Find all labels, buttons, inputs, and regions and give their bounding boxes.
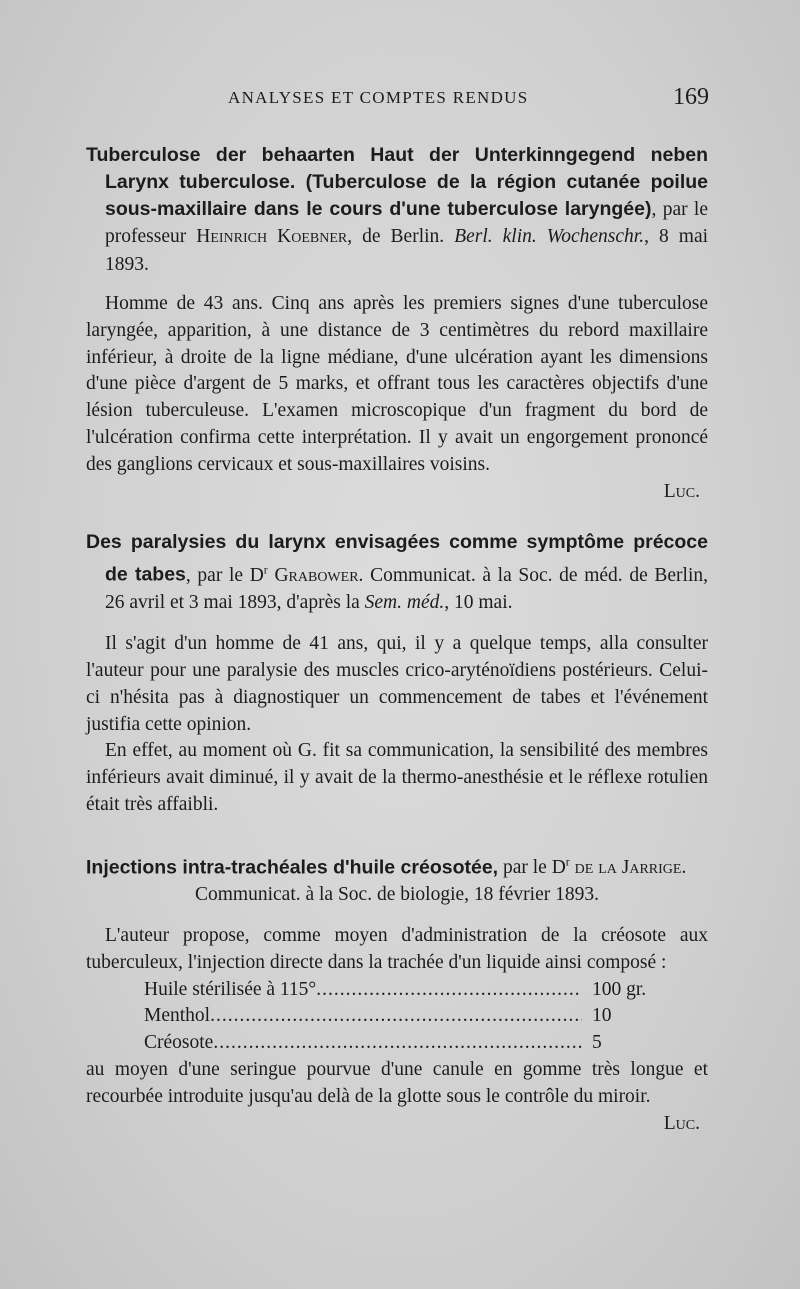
dot-leader <box>210 1003 582 1030</box>
running-head: ANALYSES ET COMPTES RENDUS <box>228 88 529 107</box>
article-3-signature: Luc. <box>663 1112 700 1134</box>
page-body <box>86 142 708 1137</box>
article-2-journal: Sem. méd. <box>364 592 445 614</box>
article-2-byline: , par le $D^r$ Grabower. Communicat. à la Soc. de méd. de Berlin, 26 avril et 3 mai 1893, d'après la Sem. méd., 10 mai. <box>105 562 708 614</box>
article-3-subtitle: Communicat. à la Soc. de biologie, 18 février 1893. <box>195 884 599 906</box>
formula-quantity: 100 gr. <box>592 978 647 1000</box>
article-1-title-french: (Tuberculose de la région cutanée poilue sous-maxillaire dans le cours d'une tuberculose laryngée) <box>105 170 708 220</box>
dot-leader <box>213 1030 582 1057</box>
formula-quantity: 10 <box>592 1005 612 1027</box>
formula-quantity: 5 <box>592 1032 602 1054</box>
dot-leader <box>316 977 582 1004</box>
page-header <box>0 84 800 114</box>
formula-table <box>144 977 664 1057</box>
formula-ingredient: Créosote <box>144 1032 214 1054</box>
formula-ingredient: Menthol <box>144 1005 211 1027</box>
article-1-byline: , par le professeur Heinrich Koebner, de Berlin. Berl. klin. Wochenschr., 8 mai 1893. <box>105 198 709 276</box>
formula-row <box>144 977 664 1004</box>
article-3-paragraph-2: au moyen d'une seringue pourvue d'une canule en gomme très longue et recourbée introduite jusqu'au delà de la glotte sous le contrôle du miroir. <box>86 1058 708 1107</box>
article-2-paragraph-2: En effet, au moment où G. fit sa communication, la sensibilité des membres inférieurs avait diminué, il y avait de la thermo-anesthésie et le réflexe rotulien était très affaibli. <box>86 740 708 816</box>
article-3-byline: par le $D^r$ de la Jarrige. <box>498 854 687 879</box>
page-number: 169 <box>673 84 709 110</box>
article-3-author: de la Jarrige. <box>569 857 687 879</box>
formula-ingredient: Huile stérilisée à 115° <box>144 978 317 1000</box>
article-2-paragraph-1: Il s'agit d'un homme de 41 ans, qui, il y a quelque temps, alla consulter l'auteur pour une paralysie des muscles crico-aryténoïdiens postérieurs. Celui-ci n'hésita pas à diagnostiquer un commencement de tabes et l'événement justifia cette opinion. <box>86 633 708 735</box>
article-1-journal: Berl. klin. Wochenschr. <box>454 226 645 248</box>
formula-row <box>144 1030 664 1057</box>
article-2-title: Des paralysies du larynx envisagées comme symptôme précoce de tabes, par le $D^r$ Grabower. Communicat. à la Soc. de méd. de Berlin, 26 avril et 3 mai 1893, d'après la Sem. méd., 10 mai. <box>86 531 708 614</box>
formula-row <box>144 1003 664 1030</box>
article-1-paragraph: Homme de 43 ans. Cinq ans après les premiers signes d'une tuberculose laryngée, apparition, à une distance de 3 centimètres du rebord maxillaire inférieur, à droite de la ligne médiane, d'une ulcération ayant les dimensions d'une pièce d'argent de 5 marks, et offrant tous les caractères objectifs d'une lésion tuberculeuse. L'examen microscopique d'un fragment du bord de l'ulcération confirma cette interprétation. Il y avait un engorgement prononcé des ganglions cervicaux et sous-maxillaires voisins. <box>86 292 708 475</box>
article-1-author: Heinrich Koebner <box>196 226 348 248</box>
article-1-title <box>86 142 708 279</box>
article-2-author: Grabower <box>267 564 359 586</box>
article-3-paragraph-1: L'auteur propose, comme moyen d'administration de la créosote aux tuberculeux, l'injection directe dans la trachée d'un liquide ainsi composé : <box>86 924 708 973</box>
article-1-title-german: Tuberculose der behaarten Haut der Unterkinngegend neben Larynx tuberculose. <box>86 144 708 193</box>
article-1-signature: Luc. <box>663 480 700 502</box>
article-3-title: Injections intra-trachéales d'huile créosotée, par le $D^r$ de la Jarrige. <box>86 854 687 879</box>
